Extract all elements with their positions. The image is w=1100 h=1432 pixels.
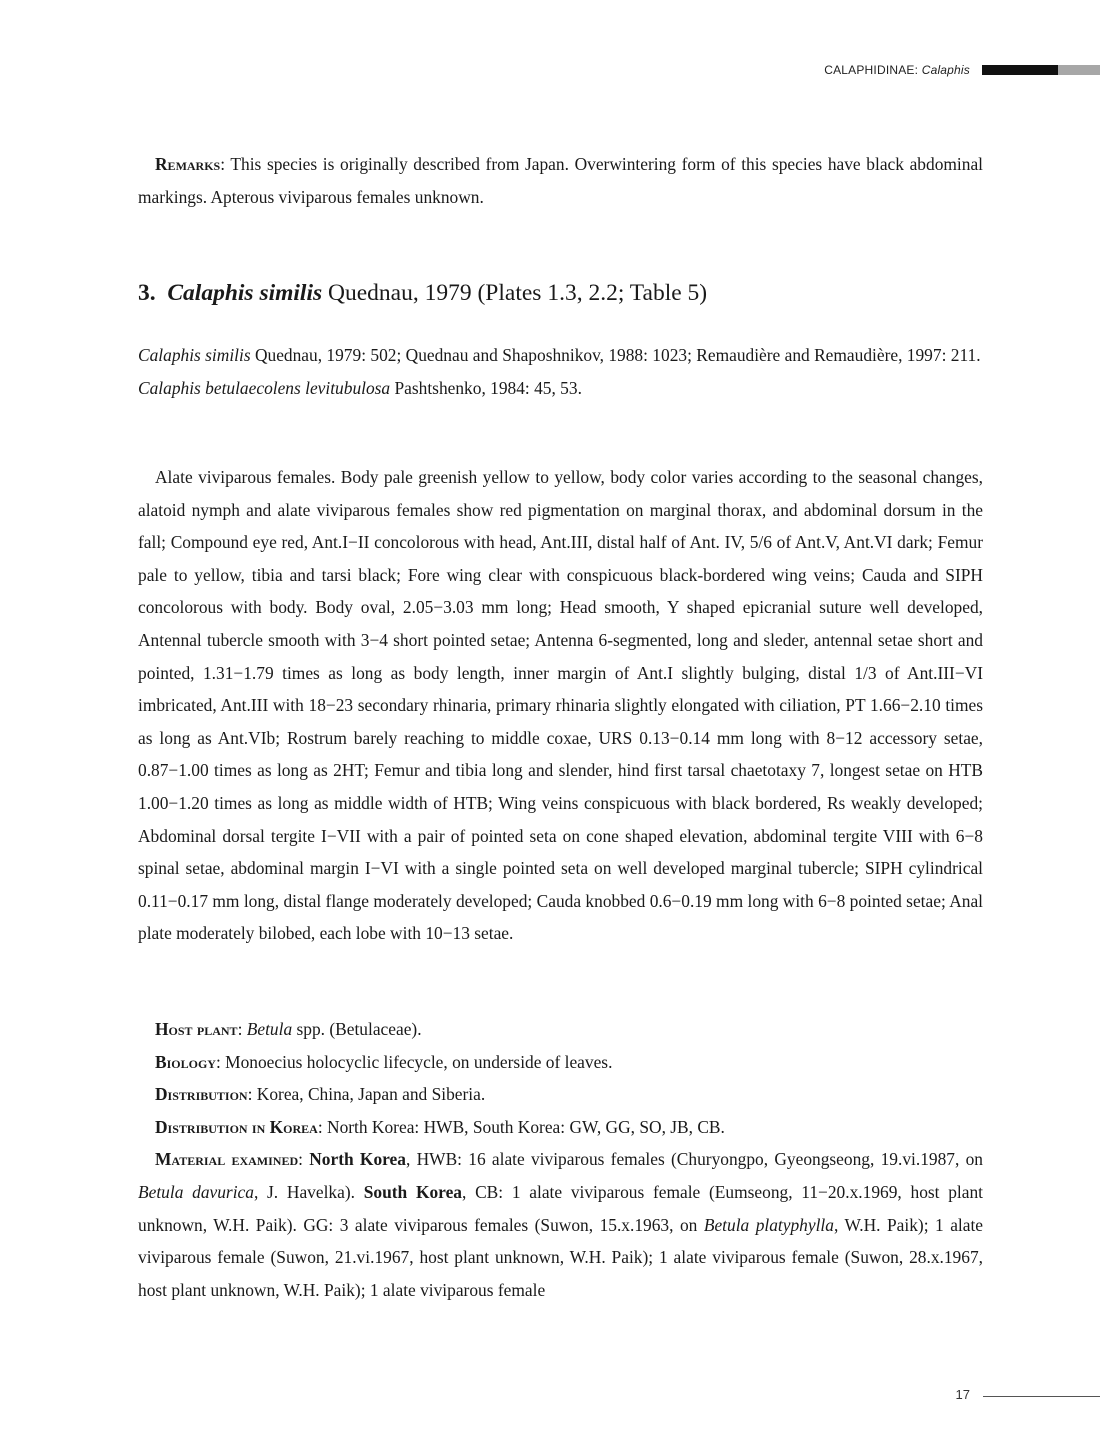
header-text	[824, 63, 970, 77]
header-bar-dark	[982, 65, 1058, 75]
synonymy-block	[138, 339, 983, 404]
material-examined-paragraph	[138, 1143, 983, 1306]
material-text-3: , CB: 1 alate viviparous female (Eumseong, 11−20.x.1969, host plant unknown, W.H. Paik). GG: 3 alate viviparous females (Suwon, 15.x.1963, on	[138, 1181, 983, 1235]
biology-label: Biology	[155, 1051, 216, 1072]
footer-rule	[983, 1396, 1100, 1397]
material-species-1: Betula davurica	[138, 1181, 254, 1202]
section-title	[138, 278, 707, 308]
description-block	[138, 461, 983, 950]
remarks-paragraph	[138, 148, 983, 213]
remarks-label: Remarks	[155, 154, 221, 174]
host-plant-line: Host plant: Betula spp. (Betulaceae).	[155, 1019, 422, 1039]
distribution-text: : Korea, China, Japan and Siberia.	[247, 1084, 486, 1105]
host-plant-text: spp. (Betulaceae).	[292, 1019, 422, 1039]
material-text-4: , W.H. Paik); 1 alate viviparous female (Suwon, 21.vi.1967, host plant unknown, W.H. Paik); 1 alate viviparous female (Suwon, 28.x.1967, host plant unknown, W.H. Paik); 1 alate viviparous female	[138, 1214, 984, 1300]
synonym-1	[138, 339, 983, 372]
section-species: Calaphis similis	[167, 280, 323, 306]
material-label: Material examined	[155, 1149, 299, 1170]
distribution-label: Distribution	[155, 1084, 248, 1105]
page-number: 17	[955, 1387, 970, 1402]
biology-text: : Monoecius holocyclic lifecycle, on underside of leaves.	[215, 1051, 613, 1072]
remarks-block	[138, 148, 983, 213]
distribution-korea-text: : North Korea: HWB, South Korea: GW, GG, SO, JB, CB.	[317, 1116, 725, 1137]
distribution-korea-label: Distribution in Korea	[155, 1116, 318, 1137]
host-plant-genus: Betula	[246, 1019, 293, 1039]
biology-line	[138, 1046, 983, 1079]
remarks-text: : This species is originally described from Japan. Overwintering form of this species have black abdominal markings. Apterous viviparous females unknown.	[138, 154, 983, 207]
host-plant-label: Host plant	[155, 1019, 238, 1039]
running-header	[824, 62, 1100, 78]
description-paragraph: Alate viviparous females. Body pale greenish yellow to yellow, body color varies according to the seasonal changes, alatoid nymph and alate viviparous females show red pigmentation on marginal thorax, and abdominal dorsum in the fall; Compound eye red, Ant.I−II concolorous with head, Ant.III, distal half of Ant. IV, 5/6 of Ant.V, Ant.VI dark; Femur pale to yellow, tibia and tarsi black; Fore wing clear with conspicuous black-bordered wing veins; Cauda and SIPH concolorous with body. Body oval, 2.05−3.03 mm long; Head smooth, Y shaped epicranial suture well developed, Antennal tubercle smooth with 3−4 short pointed setae; Antenna 6-segmented, long and sleder, antennal setae short and pointed, 1.31−1.79 times as long as body length, inner margin of Ant.I slightly bulging, distal 1/3 of Ant.III−VI imbricated, Ant.III with 18−23 secondary rhinaria, primary rhinaria slightly elongated with ciliation, PT 1.66−2.10 times as long as Ant.VIb; Rostrum barely reaching to middle coxae, URS 0.13−0.14 mm long with 8−12 accessory setae, 0.87−1.00 times as long as 2HT; Femur and tibia long and slender, hind first tarsal chaetotaxy 7, longest setae on HTB 1.00−1.20 times as long as middle width of HTB; Wing veins conspicuous with black bordered, Rs weakly developed; Abdominal dorsal tergite I−VII with a pair of pointed seta on cone shaped elevation, abdominal tergite VIII with 6−8 spinal setae, abdominal margin I−VI with a single pointed seta on well developed marginal tubercle; SIPH cylindrical 0.11−0.17 mm long, distal flange moderately developed; Cauda knobbed 0.6−0.19 mm long with 6−8 pointed setae; Anal plate moderately bilobed, each lobe with 10−13 setae.	[138, 467, 983, 944]
synonym-2-name: Calaphis betulaecolens levitubulosa	[138, 377, 391, 398]
details-block	[138, 1013, 983, 1306]
section-number: 3.	[138, 280, 156, 306]
distribution-korea-line	[138, 1111, 983, 1144]
synonym-1-name: Calaphis similis	[138, 345, 251, 365]
header-bar-grey	[1058, 65, 1100, 75]
distribution-line	[138, 1078, 983, 1111]
material-north-korea: North Korea	[309, 1149, 406, 1170]
synonym-1-text: Quednau, 1979: 502; Quednau and Shaposhnikov, 1988: 1023; Remaudière and Remaudière, 1997: 211.	[250, 345, 981, 365]
material-south-korea: South Korea	[363, 1181, 462, 1202]
synonym-2-text: Pashtshenko, 1984: 45, 53.	[390, 377, 582, 398]
section-author: Quednau, 1979	[322, 280, 472, 306]
section-refs: (Plates 1.3, 2.2; Table 5)	[471, 280, 708, 306]
material-species-2: Betula platyphylla	[703, 1214, 834, 1235]
material-text-1: , HWB: 16 alate viviparous females (Churyongpo, Gyeongseong, 19.vi.1987, on	[405, 1149, 983, 1170]
header-prefix: CALAPHIDINAE:	[824, 63, 922, 77]
header-genus: Calaphis	[921, 63, 970, 77]
synonym-2	[138, 372, 983, 405]
material-text-2: , J. Havelka).	[253, 1181, 364, 1202]
material-colon: :	[298, 1149, 310, 1170]
